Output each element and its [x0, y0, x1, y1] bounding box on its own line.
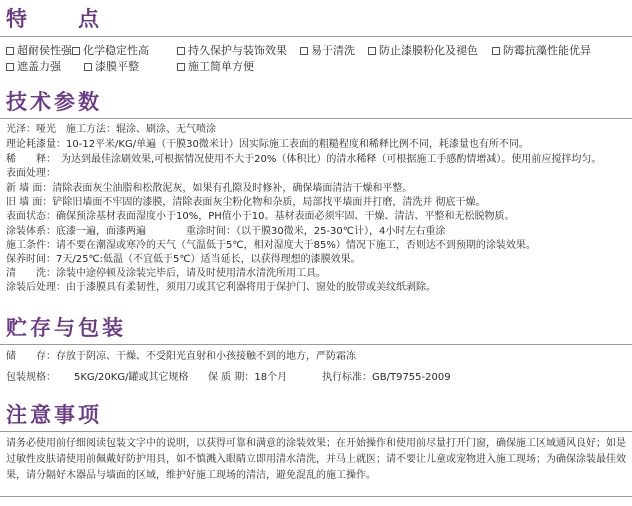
features-divider	[0, 36, 632, 37]
features-title: 特 点	[6, 7, 102, 31]
checkbox-icon	[84, 63, 92, 71]
checkbox-icon	[177, 63, 185, 71]
checkbox-icon	[300, 47, 308, 55]
tech-line-surface-state: 表面状态：确保预涂基材表面湿度小于10%，PH值小于10。基材表面必须牢固、干燥、清洁、平整和无松脱物质。	[6, 211, 515, 222]
package-value: 5KG/20KG/罐或其它规格	[74, 372, 189, 383]
checkbox-icon	[6, 47, 14, 55]
checkbox-icon	[368, 47, 376, 55]
tech-line-curing: 保养时间：7天/25℃:低温（不宜低于5℃）适当延长，以获得理想的漆膜效果。	[6, 254, 361, 265]
tech-divider	[0, 118, 632, 119]
tech-title: 技术参数	[6, 90, 102, 114]
feature-item: 漆膜平整	[84, 60, 139, 74]
bottom-divider	[0, 496, 632, 497]
tech-line-dilution: 稀 释： 为达到最佳涂刷效果,可根据情况使用不大于20%（体积比）的清水稀释（可根据施工手感酌情增减）。使用前应搅拌均匀。	[6, 154, 602, 165]
feature-item: 超耐侯性强	[6, 44, 72, 58]
tech-line-cleaning: 清 洗：涂装中途停顿及涂装完毕后，请及时使用清水清洗所用工具。	[6, 268, 326, 279]
checkbox-icon	[177, 47, 185, 55]
tech-line-new-wall: 新 墙 面：清除表面灰尘油脂和松散泥灰，如果有孔隙及时修补，确保墙面清洁干燥和平整。	[6, 183, 413, 194]
checkbox-icon	[72, 47, 80, 55]
feature-item: 防霉抗藻性能优异	[492, 44, 591, 58]
tech-line-surface-prep: 表面处理：	[6, 168, 56, 179]
feature-item: 遮盖力强	[6, 60, 61, 74]
package-label: 包装规格：	[6, 372, 56, 383]
feature-item: 持久保护与装饰效果	[177, 44, 287, 58]
tech-line-after-treatment: 涂装后处理：由于漆膜具有柔韧性，须用刀或其它利器将用于保护门、窗处的胶带或美纹纸剥除。	[6, 282, 436, 293]
storage-title: 贮存与包装	[6, 316, 126, 340]
storage-divider	[0, 344, 632, 345]
notice-text: 请务必使用前仔细阅读包装文字中的说明，以获得可靠和满意的涂装效果；在开始操作和使用前尽量打开门窗，确保施工区域通风良好；如是过敏性皮肤请使用前佩戴好防护用具，如不慎溅入眼睛立即用清水清洗，并马上就医；请不要让儿童或宠物进入施工现场；为确保涂装最佳效果，请分隔好木器品与墙面的区域，维护好施工现场的清洁，避免混乱的施工操作。	[6, 438, 626, 481]
notice-divider	[0, 431, 632, 432]
tech-line-coverage: 理论耗漆量：10-12平米/KG/单遍（干膜30微米计）因实际施工表面的粗糙程度和稀释比例不同，耗漆量也有所不同。	[6, 139, 529, 150]
shelf-life: 保 质 期：18个月	[208, 372, 288, 383]
feature-item: 防止漆膜粉化及褪色	[368, 44, 478, 58]
tech-line-old-wall: 旧 墙 面：铲除旧墙面不牢固的漆膜，清除表面灰尘粉化物和杂质，局部找平墙面并打磨，清洗并 彻底干燥。	[6, 197, 486, 208]
checkbox-icon	[6, 63, 14, 71]
tech-line-system: 涂装体系：底漆一遍，面漆两遍 重涂时间：（以干膜30微米，25-30℃计），4小时左右重涂	[6, 226, 446, 237]
tech-line-gloss: 光泽：哑光 施工方法：辊涂、刷涂、无气喷涂	[6, 124, 216, 135]
checkbox-icon	[492, 47, 500, 55]
standard: 执行标准：GB/T9755-2009	[322, 372, 451, 383]
feature-item: 施工简单方便	[177, 60, 254, 74]
feature-item: 化学稳定性高	[72, 44, 149, 58]
tech-line-conditions: 施工条件：请不要在潮湿或寒冷的天气（气温低于5℃，相对湿度大于85%）情况下施工，否则达不到预期的涂装效果。	[6, 240, 536, 251]
notice-title: 注意事项	[6, 403, 102, 427]
feature-item: 易于清洗	[300, 44, 355, 58]
storage-line: 储 存：存放于阴凉、干燥、不受阳光直射和小孩接触不到的地方，严防霜冻	[6, 351, 356, 362]
